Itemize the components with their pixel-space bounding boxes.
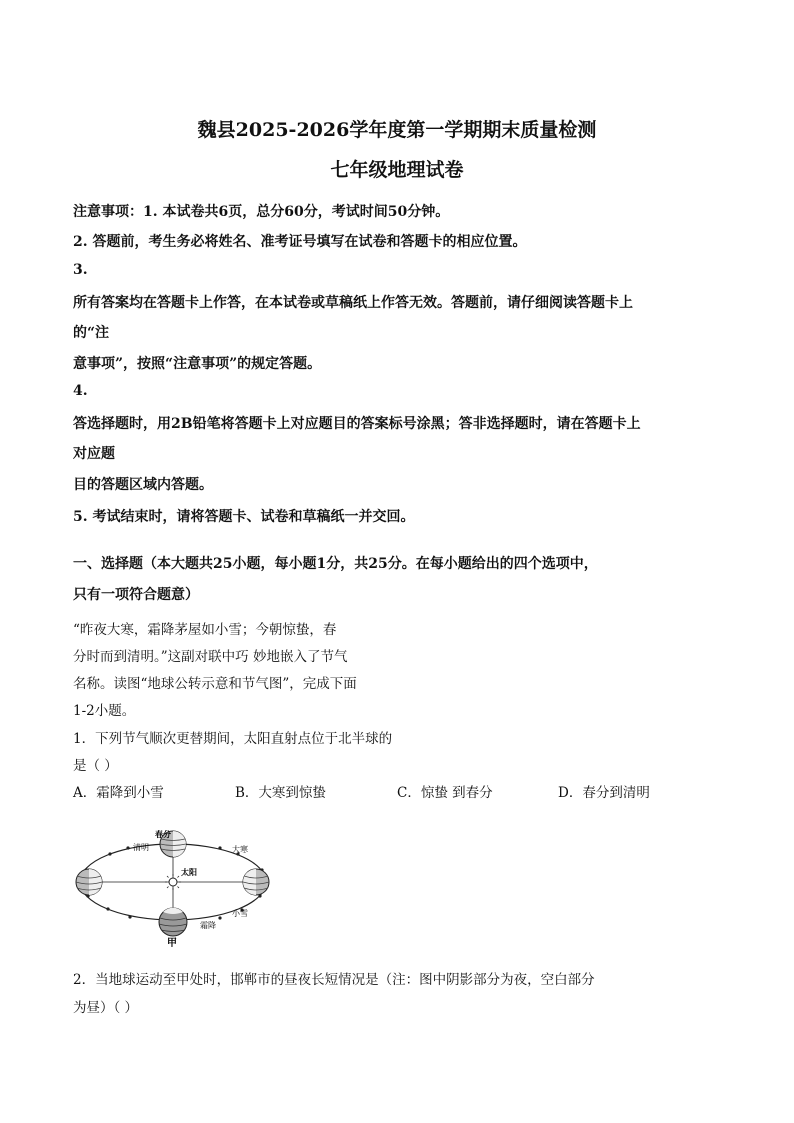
label-qingming: 清明 — [133, 843, 149, 852]
section-heading-line-1: 一、选择题（本大题共25小题，每小题1分，共25分。在每小题给出的四个选项中， — [73, 556, 598, 572]
label-xiaoxue: 小雪 — [232, 909, 248, 918]
note-line-11: 5. 考试结束时，请将答题卡、试卷和草稿纸一并交回。 — [73, 509, 415, 525]
earth-globe-icon — [159, 908, 187, 936]
note-line-6: 意事项”，按照“注意事项”的规定答题。 — [73, 356, 322, 372]
label-sun: 太阳 — [181, 868, 197, 877]
passage-line-3: 名称。读图“地球公转示意和节气图”，完成下面 — [73, 676, 357, 692]
earth-revolution-diagram — [70, 830, 280, 948]
label-chunfen: 春分 — [155, 830, 171, 839]
section-heading-line-2: 只有一项符合题意） — [73, 587, 199, 603]
passage-line-2: 分时而到清明。”这副对联中巧 妙地嵌入了节气 — [73, 649, 348, 665]
note-line-8: 答选择题时，用2B铅笔将答题卡上对应题目的答案标号涂黑；答非选择题时，请在答题卡上 — [73, 416, 641, 432]
earth-globe-icon — [76, 869, 102, 895]
passage-line-1: “昨夜大寒，霜降茅屋如小雪；今朝惊蛰，春 — [73, 622, 337, 638]
note-line-4: 所有答案均在答题卡上作答，在本试卷或草稿纸上作答无效。答题前，请仔细阅读答题卡上 — [73, 295, 633, 311]
note-line-9: 对应题 — [73, 446, 115, 462]
label-jia: 甲 — [167, 938, 177, 948]
exam-title: 魏县2025-2026学年度第一学期期末质量检测 — [197, 119, 597, 141]
label-dahan: 大寒 — [232, 845, 248, 854]
note-line-3: 3. — [73, 262, 88, 278]
exam-subtitle: 七年级地理试卷 — [330, 159, 464, 181]
note-line-2: 2. 答题前，考生务必将姓名、准考证号填写在试卷和答题卡的相应位置。 — [73, 234, 527, 250]
q1-stem-line-1: 1．下列节气顺次更替期间，太阳直射点位于北半球的 — [73, 731, 393, 747]
q1-option-c: C．惊蛰 到春分 — [397, 785, 493, 801]
label-shuangjiang: 霜降 — [200, 921, 216, 930]
note-line-10: 目的答题区域内答题。 — [73, 477, 213, 493]
note-line-1: 注意事项：1. 本试卷共6页，总分60分，考试时间50分钟。 — [73, 204, 450, 220]
q1-stem-line-2: 是（ ） — [73, 758, 118, 774]
q2-stem-line-1: 2．当地球运动至甲处时，邯郸市的昼夜长短情况是（注：图中阴影部分为夜，空白部分 — [73, 972, 595, 988]
note-line-7: 4. — [73, 383, 88, 399]
q1-option-b: B．大寒到惊蛰 — [235, 785, 326, 801]
q1-option-a: A．霜降到小雪 — [73, 785, 164, 801]
q2-stem-line-2: 为昼）（ ） — [73, 1000, 139, 1016]
earth-globe-icon — [243, 869, 269, 895]
q1-option-d: D．春分到清明 — [558, 785, 650, 801]
passage-line-4: 1-2小题。 — [73, 703, 136, 719]
note-line-5: 的“注 — [73, 325, 110, 341]
